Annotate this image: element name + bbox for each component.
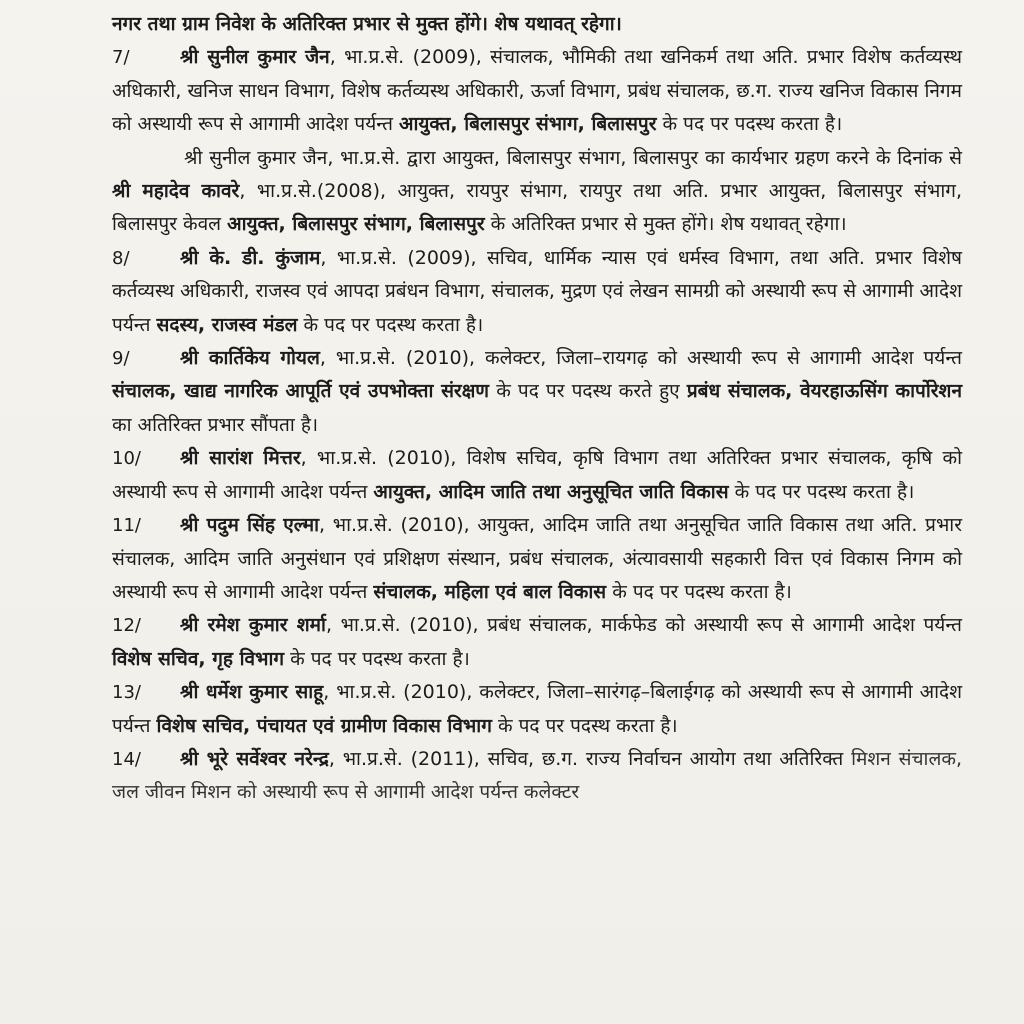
posting-title: विशेष सचिव, पंचायत एवं ग्रामीण विकास विभाग [156, 714, 492, 737]
paragraph-text: के पद पर पदस्थ करते हुए [489, 380, 687, 403]
paragraph-text: , भा.प्र.से. (2010), आयुक्त, आदिम जाति तथा अनुसूचित जाति विकास तथा अति. प्रभार संचालक, आदिम जाति अनुसंधान एवं प्रशिक्षण संस्थान, प्रबंध संचालक, अंत्यावसायी सहकारी वित्त एवं विकास निगम को अस्थायी रूप से आगामी आदेश पर्यन्त [112, 514, 962, 603]
paragraph-8 [112, 242, 962, 342]
paragraph-7-relief [112, 142, 962, 242]
paragraph-13 [112, 676, 962, 743]
paragraph-10 [112, 442, 962, 509]
paragraph-text: के पद पर पदस्थ करता है। [297, 313, 484, 336]
paragraph-text: , भा.प्र.से. (2011), सचिव, छ.ग. राज्य निर्वाचन आयोग तथा अतिरिक्त [328, 747, 844, 770]
paragraph-text: , भा.प्र.से. (2009), संचालक, भौमिकी तथा खनिकर्म तथा अति. प्रभार विशेष कर्तव्यस्थ अधिकारी, खनिज साधन विभाग, विशेष कर्तव्यस्थ अधिकारी, ऊर्जा विभाग, प्रबंध संचालक, छ.ग. राज्य खनिज विकास निगम को अस्थायी रूप से आगामी आदेश पर्यन्त [112, 46, 962, 136]
paragraph-text: , भा.प्र.से. (2009), सचिव, धार्मिक न्यास एवं धर्मस्व विभाग, तथा अति. प्रभार विशेष कर्तव्यस्थ अधिकारी, राजस्व एवं आपदा प्रबंधन विभाग, संचालक, मुद्रण एवं लेखन सामग्री को अस्थायी रूप से आगामी आदेश पर्यन्त [112, 246, 962, 336]
item-number: 11/ [112, 515, 141, 537]
officer-name: श्री के. डी. कुंजाम [180, 246, 321, 269]
officer-name: श्री रमेश कुमार शर्मा [180, 614, 326, 637]
paragraph-text: का अतिरिक्त प्रभार सौंपता है। [112, 413, 319, 436]
order-body [112, 8, 962, 810]
item-number: 14/ [112, 748, 141, 770]
officer-name: श्री सारांश मित्तर [180, 447, 301, 470]
paragraph-text: , भा.प्र.से. (2010), प्रबंध संचालक, मार्कफेड को अस्थायी रूप से आगामी आदेश पर्यन्त [325, 614, 962, 637]
paragraph-continuation [112, 8, 962, 41]
paragraph-text: के पद पर पदस्थ करता है। [491, 714, 678, 737]
officer-name: श्री भूरे सर्वेश्वर नरेन्द्र [180, 747, 329, 770]
item-number: 9/ [112, 348, 130, 370]
paragraph-text: , भा.प्र.से. (2010), विशेष सचिव, कृषि विभाग तथा अतिरिक्त प्रभार संचालक, कृषि को अस्थायी रूप से आगामी आदेश पर्यन्त [112, 447, 962, 503]
posting-title: विशेष सचिव, गृह विभाग [112, 647, 285, 670]
cut-off-line: मिशन संचालक, जल जीवन मिशन को अस्थायी रूप से आगामी आदेश पर्यन्त कलेक्टर [112, 747, 962, 804]
paragraph-text: , भा.प्र.से. (2010), कलेक्टर, जिला–रायगढ़ को अस्थायी रूप से आगामी आदेश पर्यन्त [319, 347, 963, 370]
continuation-text: नगर तथा ग्राम निवेश के अतिरिक्त प्रभार से मुक्त होंगे। शेष यथावत् रहेगा। [112, 13, 622, 35]
posting-title: संचालक, खाद्य नागरिक आपूर्ति एवं उपभोक्ता संरक्षण [112, 380, 490, 403]
paragraph-text: के अतिरिक्त प्रभार से मुक्त होंगे। शेष यथावत् रहेगा। [484, 213, 847, 236]
item-number: 8/ [112, 247, 130, 269]
paragraph-14 [112, 743, 962, 810]
posting-title: आयुक्त, आदिम जाति तथा अनुसूचित जाति विकास [373, 480, 729, 503]
paragraph-text: श्री सुनील कुमार जैन, भा.प्र.से. द्वारा आयुक्त, बिलासपुर संभाग, बिलासपुर का कार्यभार ग्रहण करने के दिनांक से [184, 146, 962, 169]
officer-name: श्री कार्तिकेय गोयल [180, 347, 320, 370]
officer-name: श्री पदुम सिंह एल्मा [180, 514, 320, 537]
officer-name: श्री धर्मेश कुमार साहू [180, 681, 324, 704]
item-number: 7/ [112, 47, 130, 69]
item-number: 10/ [112, 448, 141, 470]
additional-charge-title: प्रबंध संचालक, वेयरहाऊसिंग कार्पोरेशन [686, 380, 963, 403]
item-number: 13/ [112, 682, 141, 704]
paragraph-12 [112, 609, 962, 676]
officer-name: श्री महादेव कावरे [112, 180, 240, 203]
paragraph-text: के पद पर पदस्थ करता है। [284, 647, 470, 670]
paragraph-text: के पद पर पदस्थ करता है। [606, 580, 792, 603]
paragraph-9 [112, 342, 962, 442]
paragraph-text: , भा.प्र.से.(2008), आयुक्त, रायपुर संभाग, रायपुर तथा अति. प्रभार आयुक्त, बिलासपुर संभाग, बिलासपुर केवल [112, 180, 962, 236]
posting-title: आयुक्त, बिलासपुर संभाग, बिलासपुर [227, 213, 485, 236]
paragraph-11 [112, 509, 962, 609]
posting-title: आयुक्त, बिलासपुर संभाग, बिलासपुर [398, 113, 657, 136]
officer-name: श्री सुनील कुमार जैन [180, 46, 330, 69]
paragraph-text: के पद पर पदस्थ करता है। [656, 113, 843, 136]
posting-title: सदस्य, राजस्व मंडल [156, 313, 298, 336]
posting-title: संचालक, महिला एवं बाल विकास [373, 580, 607, 603]
item-number: 12/ [112, 615, 141, 637]
paragraph-7 [112, 41, 962, 141]
paragraph-text: के पद पर पदस्थ करता है। [728, 480, 915, 503]
paragraph-text: , भा.प्र.से. (2010), कलेक्टर, जिला–सारंगढ़–बिलाईगढ़ को अस्थायी रूप से आगामी आदेश पर्यन्त [112, 681, 962, 737]
